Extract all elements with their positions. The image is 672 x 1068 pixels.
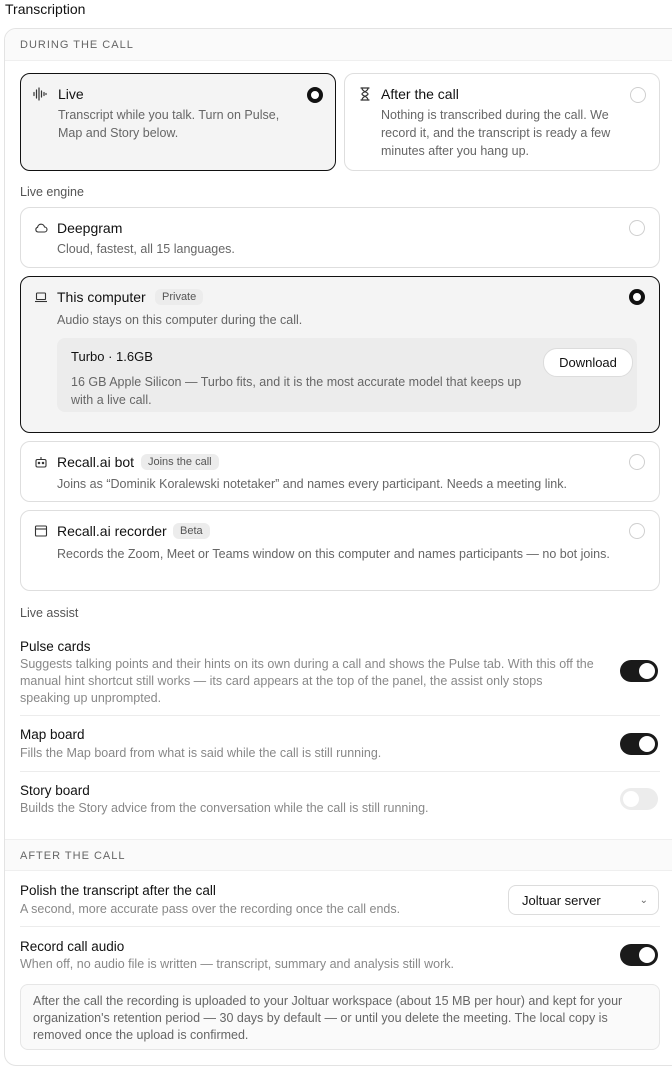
waveform-icon bbox=[33, 87, 47, 101]
mode-after-desc: Nothing is transcribed during the call. We record it, and the transcript is ready a few minutes after you hang up. bbox=[381, 108, 611, 158]
mode-after-card[interactable] bbox=[344, 73, 660, 171]
mode-after-radio[interactable] bbox=[630, 87, 646, 103]
mode-live-title: Live bbox=[58, 86, 84, 102]
story-board-toggle[interactable] bbox=[620, 788, 658, 810]
laptop-icon bbox=[34, 290, 48, 304]
mode-live-desc: Transcript while you talk. Turn on Pulse, Map and Story below. bbox=[58, 108, 280, 140]
record-audio-title: Record call audio bbox=[20, 939, 125, 954]
map-board-toggle[interactable] bbox=[620, 733, 658, 755]
live-assist-label: Live assist bbox=[20, 606, 79, 620]
live-engine-label: Live engine bbox=[20, 185, 84, 199]
model-desc: 16 GB Apple Silicon — Turbo fits, and it is the most accurate model that keeps up with a live call. bbox=[71, 375, 522, 407]
engine-computer-radio[interactable] bbox=[629, 289, 645, 305]
engine-bot-card[interactable] bbox=[20, 441, 660, 502]
toggle-knob bbox=[639, 736, 655, 752]
record-audio-toggle[interactable] bbox=[620, 944, 658, 966]
mode-after-title: After the call bbox=[381, 86, 459, 102]
after-call-header bbox=[5, 839, 672, 871]
record-audio-desc: When off, no audio file is written — transcript, summary and analysis still work. bbox=[20, 957, 454, 971]
engine-bot-radio[interactable] bbox=[629, 454, 645, 470]
map-board-title: Map board bbox=[20, 727, 85, 742]
story-board-title: Story board bbox=[20, 783, 90, 798]
mode-live-radio[interactable] bbox=[307, 87, 323, 103]
engine-deepgram-radio[interactable] bbox=[629, 220, 645, 236]
pulse-cards-desc: Suggests talking points and their hints on its own during a call and shows the Pulse tab. With this off the manual hint shortcut still works — its card appears at the top of the panel, the assist only stops speaking up unprompted. bbox=[20, 657, 594, 705]
toggle-knob bbox=[623, 791, 639, 807]
hourglass-icon bbox=[358, 87, 372, 101]
window-icon bbox=[34, 524, 48, 538]
polish-title: Polish the transcript after the call bbox=[20, 883, 216, 898]
bot-icon bbox=[34, 455, 48, 469]
engine-deepgram-title: Deepgram bbox=[57, 220, 123, 236]
engine-recorder-card[interactable] bbox=[20, 510, 660, 591]
chevron-down-icon: ⌄ bbox=[639, 895, 648, 906]
download-button[interactable]: Download bbox=[543, 348, 633, 377]
story-board-desc: Builds the Story advice from the conversation while the call is still running. bbox=[20, 801, 429, 815]
engine-computer-desc: Audio stays on this computer during the call. bbox=[57, 313, 303, 327]
engine-recorder-desc: Records the Zoom, Meet or Teams window on this computer and names participants — no bot joins. bbox=[57, 547, 610, 561]
engine-recorder-title: Recall.ai recorder bbox=[57, 523, 167, 539]
engine-recorder-radio[interactable] bbox=[629, 523, 645, 539]
pulse-cards-title: Pulse cards bbox=[20, 639, 91, 654]
cloud-icon bbox=[34, 221, 48, 235]
divider bbox=[20, 771, 660, 772]
polish-engine-select[interactable] bbox=[508, 885, 659, 915]
joins-badge: Joins the call bbox=[141, 454, 219, 470]
model-title: Turbo · 1.6GB bbox=[71, 349, 153, 364]
engine-computer-card[interactable] bbox=[20, 276, 660, 433]
page-title: Transcription bbox=[5, 1, 86, 17]
mode-live-card[interactable] bbox=[20, 73, 336, 171]
toggle-knob bbox=[639, 663, 655, 679]
polish-desc: A second, more accurate pass over the recording once the call ends. bbox=[20, 902, 401, 916]
private-badge: Private bbox=[155, 289, 203, 305]
engine-bot-desc: Joins as “Dominik Koralewski notetaker” and names every participant. Needs a meeting link. bbox=[57, 477, 567, 491]
beta-badge: Beta bbox=[173, 523, 210, 539]
engine-deepgram-card[interactable] bbox=[20, 207, 660, 268]
divider bbox=[20, 715, 660, 716]
engine-deepgram-desc: Cloud, fastest, all 15 languages. bbox=[57, 242, 235, 256]
divider bbox=[20, 926, 660, 927]
during-call-header-label: DURING THE CALL bbox=[20, 39, 134, 51]
polish-engine-value: Joltuar server bbox=[522, 893, 601, 908]
map-board-desc: Fills the Map board from what is said while the call is still running. bbox=[20, 746, 382, 760]
toggle-knob bbox=[639, 947, 655, 963]
transcription-panel bbox=[4, 28, 672, 1066]
engine-computer-title: This computer bbox=[57, 289, 146, 305]
model-box bbox=[57, 338, 637, 412]
retention-note: After the call the recording is uploaded to your Joltuar workspace (about 15 MB per hour) and kept for your organization's retention period — 30 days by default — or until you delete the meeting. The local copy is removed once the upload is confirmed. bbox=[20, 984, 660, 1050]
engine-bot-title: Recall.ai bot bbox=[57, 454, 135, 470]
after-call-header-label: AFTER THE CALL bbox=[20, 850, 126, 862]
pulse-cards-toggle[interactable] bbox=[620, 660, 658, 682]
during-call-header bbox=[5, 29, 672, 61]
